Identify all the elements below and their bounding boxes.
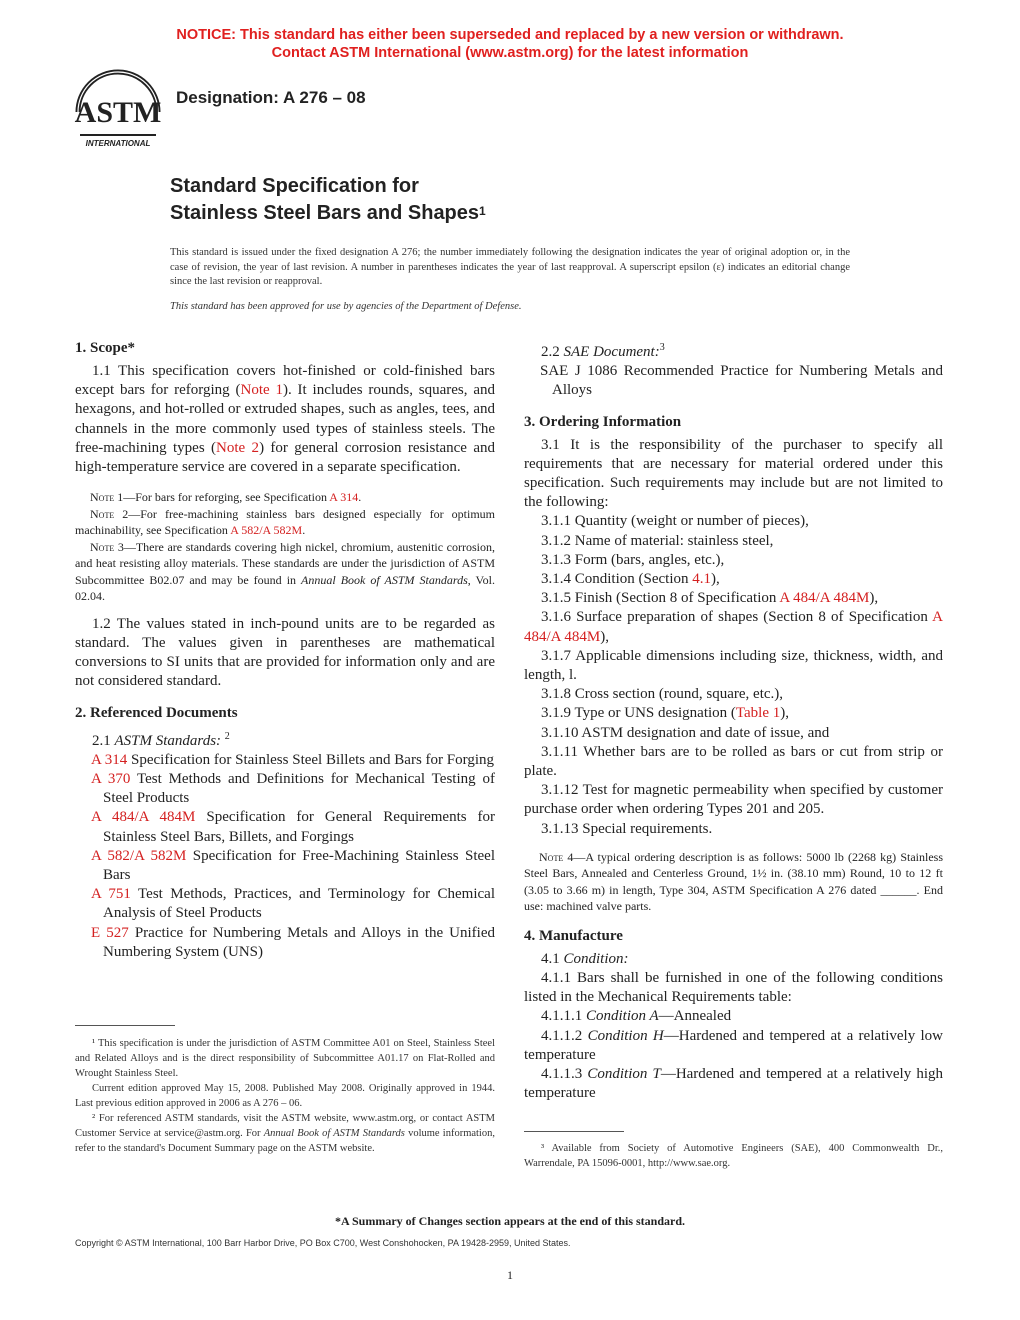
footnote-1-edition: Current edition approved May 15, 2008. Published May 2008. Originally approved in 1944. Last previous edition approved in 2006 as A 276 – 06. <box>75 1083 495 1109</box>
para-2-2: 2.2 SAE Document:$^3$ <box>541 342 665 360</box>
footnotes-left <box>75 1036 495 1156</box>
title-line-2: Stainless Steel Bars and Shapes <box>170 202 480 224</box>
link-note-1[interactable]: Note 1 <box>240 382 283 399</box>
ref-item: A 370 Test Methods and Definitions for Mechanical Testing of Steel Products <box>91 770 495 807</box>
footnote-2: ² For referenced ASTM standards, visit the ASTM website, www.astm.org, or contact ASTM Customer Service at service@astm.org. For Annual Book of ASTM Standards volume information, refer to the standard's Document Summary page on the ASTM website. <box>75 1113 495 1154</box>
notice-line-2: Contact ASTM International (www.astm.org) for the latest information <box>271 45 749 61</box>
para-4-1-1-1: 4.1.1.1 Condition A—Annealed <box>541 1008 732 1025</box>
ref-code-link[interactable]: A 314 <box>91 751 128 768</box>
note-3: Note 3—There are standards covering high nickel, chromium, austenitic corrosion, and heat resisting alloy materials. These standards are under the jurisdiction of ASTM Subcommittee B02.07 and may be found in Annual Book of ASTM Standards, Vol. 02.04. <box>75 539 496 604</box>
note-1: Note 1—For bars for reforging, see Specification A 314. <box>90 490 362 505</box>
summary-of-changes-note: *A Summary of Changes section appears at the end of this standard. <box>334 1214 686 1228</box>
link-a314[interactable]: A 314 <box>329 490 359 505</box>
item-3-1-11: 3.1.11 Whether bars are to be rolled as bars or cut from strip or plate. <box>524 743 943 780</box>
link-a582[interactable]: A 582/A 582M <box>230 523 303 538</box>
footnote-rule <box>75 1025 175 1026</box>
notes-block <box>75 489 495 605</box>
ref-code-link[interactable]: A 370 <box>91 770 131 787</box>
link-a484[interactable]: A 484/A 484M <box>779 590 870 607</box>
title-line-1: Standard Specification for <box>170 175 419 197</box>
para-4-1-1: 4.1.1 Bars shall be furnished in one of the following conditions listed in the Mechanical Requirements table: <box>524 970 943 1006</box>
title-footnote-marker: 1 <box>479 204 486 218</box>
link-table-1[interactable]: Table 1 <box>735 705 781 722</box>
reference-list <box>75 751 495 962</box>
ref-code-link[interactable]: A 751 <box>91 886 131 903</box>
para-3-1: 3.1 It is the responsibility of the purchaser to specify all requirements that are necessary for material ordered under this specification. Such requirements may include but are not limited to the following: <box>524 436 943 511</box>
footnote-3: ³ Available from Society of Automotive Engineers (SAE), 400 Commonwealth Dr., Warrendale, PA 15096-0001, http://www.sae.org. <box>524 1143 943 1169</box>
para-1-1: 1.1 This specification covers hot-finished or cold-finished bars except bars for reforging (Note 1). It includes rounds, squares, and hexagons, and hot-rolled or extruded shapes, such as angles, tees, and channels in the more commonly used types of stainless steels. The free-machining types (Note 2) for general corrosion resistance and high-temperature service are covered in a separate specification. <box>75 363 496 476</box>
link-a484[interactable]: A 484/A 484M <box>524 609 943 645</box>
para-1-2: 1.2 The values stated in inch-pound units are to be regarded as standard. The values given in parentheses are mathematical conversions to SI units that are provided for information only and are not considered standard. <box>75 615 495 690</box>
item-3-1-2: 3.1.2 Name of material: stainless steel, <box>541 532 774 549</box>
item-3-1-9: 3.1.9 Type or UNS designation (Table 1), <box>541 705 790 722</box>
note-2: Note 2—For free-machining stainless bars designed especially for optimum machinability, see Specification A 582/A 582M. <box>75 506 495 538</box>
section-3-heading: 3. Ordering Information <box>524 413 682 430</box>
link-note-2[interactable]: Note 2 <box>216 439 260 456</box>
item-3-1-6: 3.1.6 Surface preparation of shapes (Section 8 of Specification A 484/A 484M), <box>524 609 943 645</box>
left-column <box>75 339 495 962</box>
note-4: Note 4—A typical ordering description is as follows: 5000 lb (2268 kg) Stainless Steel Bars, Annealed and Centerless Ground, 1½ in. (38.10 mm) Round, 10 to 12 ft (3.05 to 3.66 m) in length, Type 304, ASTM Specification A 276 dated ______. End use: machined valve parts. <box>524 849 943 914</box>
logo-subtext: INTERNATIONAL <box>85 139 151 148</box>
footnotes-right <box>524 1141 943 1171</box>
page-number: 1 <box>507 1268 513 1282</box>
withdrawal-notice <box>0 26 1020 62</box>
para-4-1: 4.1 Condition: <box>541 950 629 967</box>
ref-code-link[interactable]: A 484/A 484M <box>91 809 196 826</box>
item-3-1-1: 3.1.1 Quantity (weight or number of pieces), <box>541 513 809 530</box>
item-3-1-4: 3.1.4 Condition (Section 4.1), <box>541 571 720 588</box>
item-3-1-3: 3.1.3 Form (bars, angles, etc.), <box>541 551 725 568</box>
page-title <box>170 173 486 227</box>
para-2-1: 2.1 ASTM Standards: $^2$ <box>92 730 230 749</box>
ref-item: A 484/A 484M Specification for General Requirements for Stainless Steel Bars, Billets, and Forgings <box>91 809 496 845</box>
designation: Designation: A 276 – 08 <box>176 88 366 107</box>
link-section-4-1[interactable]: 4.1 <box>692 571 711 588</box>
para-4-1-1-2: 4.1.1.2 Condition H—Hardened and tempered at a relatively low temperature <box>524 1027 944 1063</box>
astm-logo <box>70 68 166 154</box>
item-3-1-5: 3.1.5 Finish (Section 8 of Specification A 484/A 484M), <box>541 590 879 607</box>
sae-item: SAE J 1086 Recommended Practice for Numbering Metals and Alloys <box>540 363 943 399</box>
section-1-heading: 1. Scope* <box>75 340 135 356</box>
item-3-1-10: 3.1.10 ASTM designation and date of issue, and <box>541 724 830 741</box>
ref-item: A 314 Specification for Stainless Steel Billets and Bars for Forging <box>91 751 495 768</box>
notice-line-1: NOTICE: This standard has either been superseded and replaced by a new version or withdrawn. <box>176 27 844 43</box>
section-2-heading: 2. Referenced Documents <box>75 704 238 721</box>
ref-code-link[interactable]: A 582/A 582M <box>91 847 187 864</box>
ref-code-link[interactable]: E 527 <box>91 924 129 941</box>
para-4-1-1-3: 4.1.1.3 Condition T—Hardened and tempered at a relatively high temperature <box>524 1066 943 1102</box>
copyright: Copyright © ASTM International, 100 Barr Harbor Drive, PO Box C700, West Conshohocken, PA 19428-2959, United States. <box>75 1238 571 1248</box>
ref-item: A 582/A 582M Specification for Free-Machining Stainless Steel Bars <box>91 847 496 883</box>
dod-approval: This standard has been approved for use by agencies of the Department of Defense. <box>170 301 522 312</box>
item-3-1-13: 3.1.13 Special requirements. <box>541 820 713 837</box>
logo-text: ASTM <box>74 96 162 129</box>
ref-item: A 751 Test Methods, Practices, and Terminology for Chemical Analysis of Steel Products <box>91 886 495 922</box>
right-column <box>524 338 943 1104</box>
ref-item: E 527 Practice for Numbering Metals and Alloys in the Unified Numbering System (UNS) <box>91 924 496 960</box>
item-3-1-12: 3.1.12 Test for magnetic permeability when specified by customer purchase order when ordering Types 201 and 205. <box>524 782 943 818</box>
item-3-1-7: 3.1.7 Applicable dimensions including size, thickness, width, and length, l. <box>524 647 943 684</box>
footnote-1: ¹ This specification is under the jurisdiction of ASTM Committee A01 on Steel, Stainless Steel and Related Alloys and is the direct responsibility of Subcommittee A01.17 on Flat-Rolled and Wrought Stainless Steel. <box>75 1038 495 1079</box>
section-4-heading: 4. Manufacture <box>524 927 623 944</box>
issuance-statement: This standard is issued under the fixed designation A 276; the number immediately following the designation indicates the year of original adoption or, in the case of revision, the year of last revision. A number in parentheses indicates the year of last reapproval. A superscript epsilon (ε) indicates an editorial change since the last revision or reapproval. <box>170 247 850 287</box>
item-3-1-8: 3.1.8 Cross section (round, square, etc.), <box>541 686 784 703</box>
footnote-rule <box>524 1131 624 1132</box>
